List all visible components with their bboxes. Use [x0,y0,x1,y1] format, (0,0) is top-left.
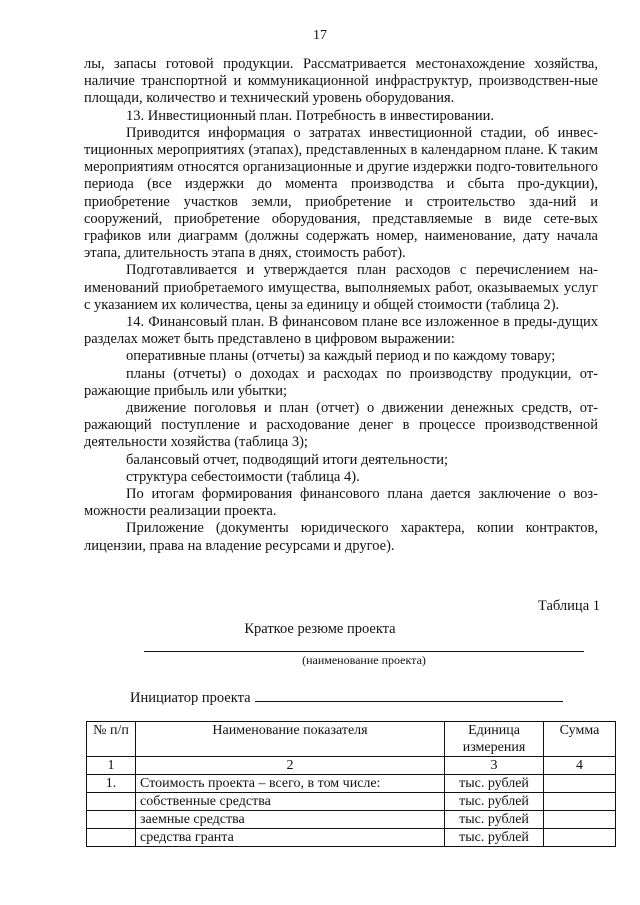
table-row [87,829,616,847]
paragraph: 14. Финансовый план. В финансовом плане все изложенное в преды-дущих разделах может быть представлено в цифровом выражении: [84,314,598,348]
paragraph: структура себестоимости (таблица 4). [126,468,360,485]
body-text [84,56,598,555]
project-name-line [144,651,584,652]
paragraph: оперативные планы (отчеты) за каждый период и по каждому товару; [126,348,556,365]
paragraph: 13. Инвестиционный план. Потребность в инвестировании. [126,107,494,124]
header-name: Наименование показателя [136,722,445,757]
row-unit: тыс. рублей [445,829,544,847]
paragraph: Приводится информация о затратах инвестиционной стадии, об инвес-тиционных мероприятиях (этапах), представленных в календарном плане. К таким мероприятиям относятся организационные и другие издержки подго-товительного периода (все издержки до момента производства и сбыта про-дукции), приобретение участков земли, приобретение и строительство зда-ний и сооружений, приобретение оборудования, представляемые в виде сете-вых графиков или диаграмм (должны содержать номер, наименование, дату начала этапа, длительность этапа в днях, стоимость работ). [84,124,598,262]
row-num [87,829,136,847]
row-sum [544,793,616,811]
paragraph: лы, запасы готовой продукции. Рассматривается местонахождение хозяйства, наличие транспортной и коммуникационной инфраструктур, производствен-ные площади, количество и технический уровень оборудования. [84,56,598,107]
row-num [87,811,136,829]
initiator-blank-line [255,687,563,702]
header-num: № п/п [87,722,136,757]
initiator-row [130,687,563,707]
row-unit: тыс. рублей [445,811,544,829]
index-cell: 2 [136,757,445,775]
paragraph: движение поголовья и план (отчет) о движении денежных средств, от-ражающий поступление и расходование денег в процессе производственной деятельности хозяйства (таблица 3); [84,400,598,451]
index-cell: 3 [445,757,544,775]
row-name: средства гранта [136,829,445,847]
index-cell: 4 [544,757,616,775]
table-row [87,775,616,793]
paragraph: планы (отчеты) о доходах и расходах по производству продукции, от-ражающие прибыль или убытки; [84,365,598,399]
row-unit: тыс. рублей [445,793,544,811]
row-sum [544,829,616,847]
page-number: 17 [313,28,327,43]
paragraph: По итогам формирования финансового плана дается заключение о воз-можности реализации проекта. [84,486,598,520]
row-num: 1. [87,775,136,793]
row-name: заемные средства [136,811,445,829]
table-row [87,811,616,829]
row-sum [544,811,616,829]
table-caption: Таблица 1 [537,598,600,614]
table-index-row [87,757,616,775]
row-unit: тыс. рублей [445,775,544,793]
summary-table [86,721,616,847]
initiator-label: Инициатор проекта [130,690,251,706]
project-name-hint: (наименование проекта) [302,653,426,667]
row-sum [544,775,616,793]
table-row [87,793,616,811]
paragraph: Подготавливается и утверждается план расходов с перечислением на-именований приобретаемого имущества, выполняемых работ, оказываемых услуг с указанием их количества, цены за единицу и общей стоимости (таблица 2). [84,262,598,313]
table-title: Краткое резюме проекта [244,621,396,637]
row-name: Стоимость проекта – всего, в том числе: [136,775,445,793]
header-sum: Сумма [544,722,616,757]
header-unit: Единица измерения [445,722,544,757]
row-name: собственные средства [136,793,445,811]
paragraph: Приложение (документы юридического характера, копии контрактов, лицензии, права на владение ресурсами и другое). [84,520,598,554]
row-num [87,793,136,811]
paragraph: балансовый отчет, подводящий итоги деятельности; [126,451,449,468]
index-cell: 1 [87,757,136,775]
table-header-row [87,722,616,757]
